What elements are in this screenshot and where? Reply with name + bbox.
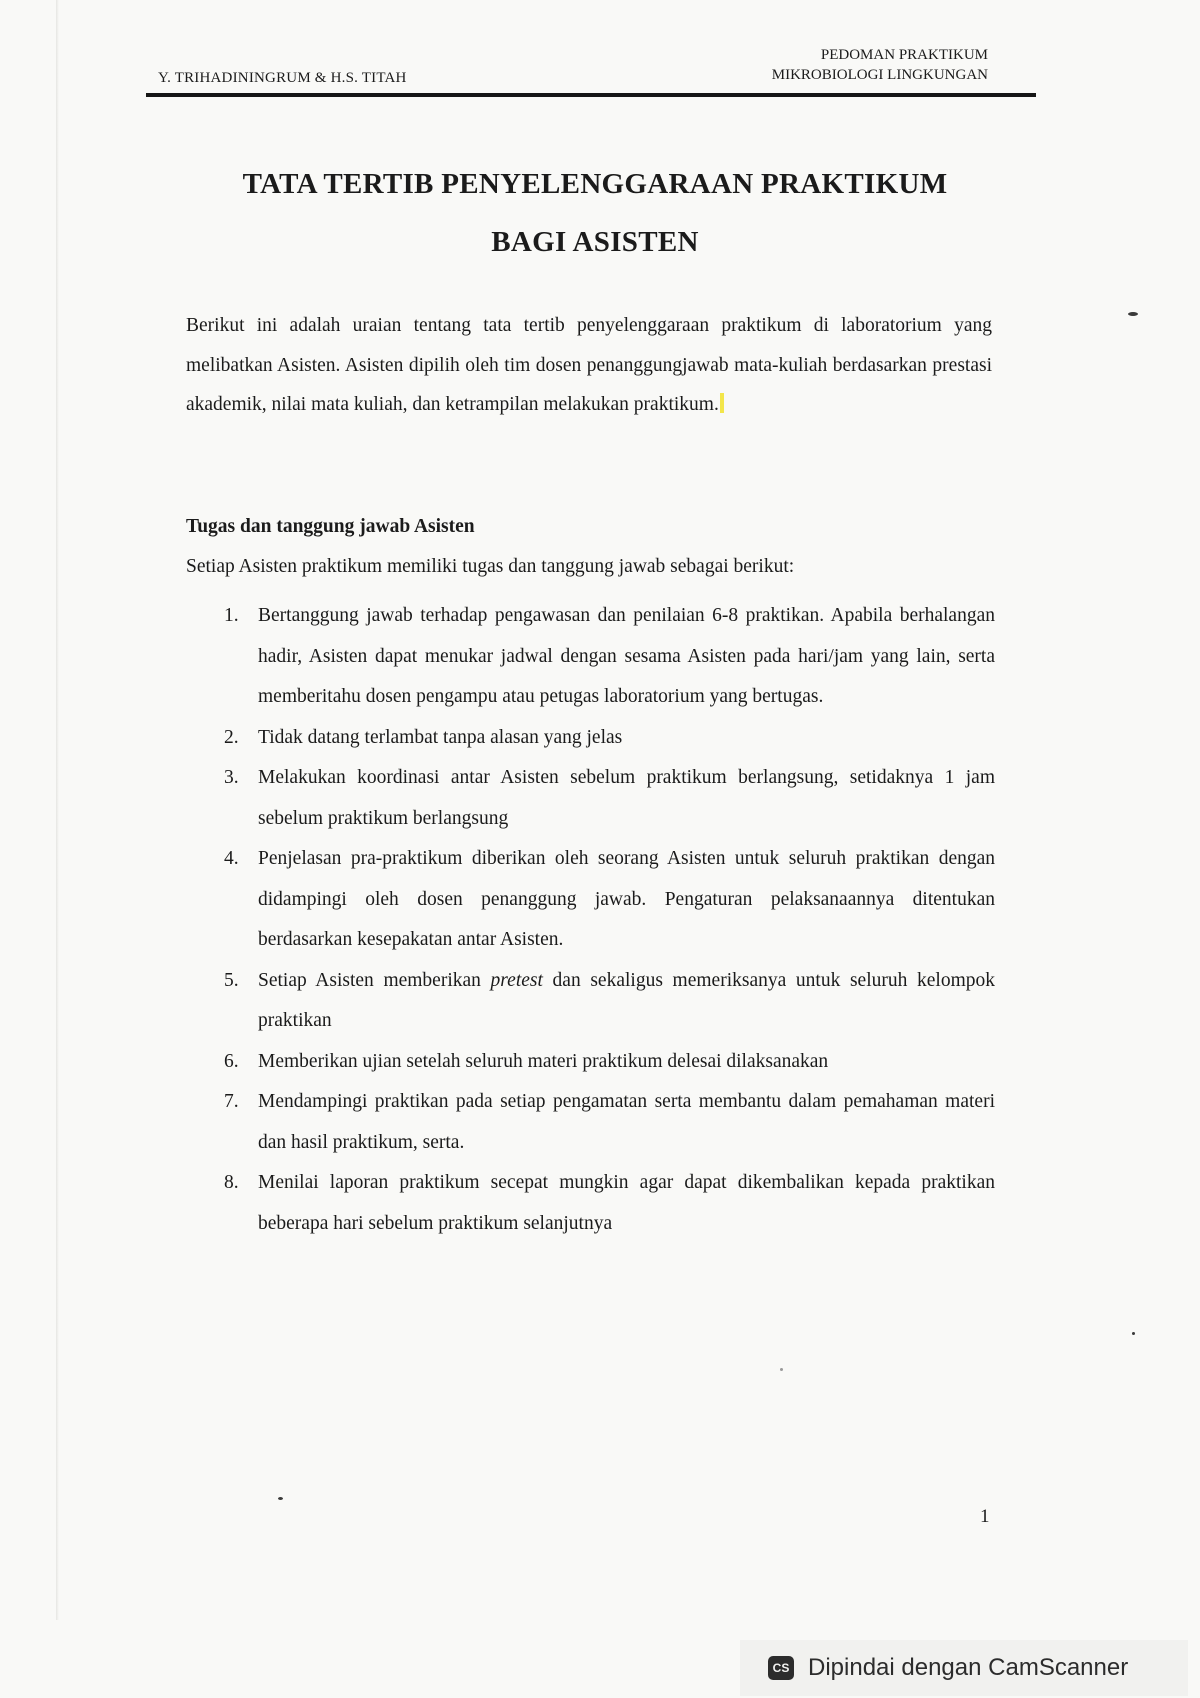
list-item <box>220 718 995 759</box>
list-item-number: 5. <box>224 969 239 991</box>
highlight-marker <box>720 393 724 413</box>
camscanner-logo-icon: CS <box>768 1656 794 1680</box>
list-item <box>220 1163 995 1244</box>
header-doc-line2: MIKROBIOLOGI LINGKUNGAN <box>771 67 988 83</box>
list-item-text: Melakukan koordinasi antar Asisten sebelum praktikum berlangsung, setidaknya 1 jam sebelum praktikum berlangsung <box>258 767 995 829</box>
list-item <box>220 1082 995 1163</box>
page-number: 1 <box>980 1506 990 1527</box>
list-item-italic-term: pretest <box>490 969 543 991</box>
list-item-number: 7. <box>224 1091 239 1112</box>
list-item <box>220 596 995 718</box>
list-item <box>220 758 995 839</box>
list-item-number: 4. <box>224 848 239 869</box>
list-item-number: 6. <box>224 1050 239 1072</box>
duties-list <box>220 596 995 1244</box>
list-item <box>220 1042 995 1083</box>
page-title <box>170 155 1020 271</box>
header-document-title <box>668 45 988 85</box>
section-lead: Setiap Asisten praktikum memiliki tugas dan tanggung jawab sebagai berikut: <box>186 556 795 577</box>
camscanner-text: Dipindai dengan CamScanner <box>808 1654 1129 1681</box>
list-item-text-after: dan sekaligus memeriksanya untuk seluruh kelompok praktikan <box>258 969 995 1031</box>
list-item-text: Mendampingi praktikan pada setiap pengamatan serta membantu dalam pemahaman materi dan hasil praktikum, serta. <box>258 1091 995 1153</box>
intro-text: Berikut ini adalah uraian tentang tata tertib penyelenggaraan praktikum di laboratorium yang melibatkan Asisten. Asisten dipilih oleh tim dosen penanggungjawab mata-kuliah berdasarkan prestasi akademik, nilai mata kuliah, dan ketrampilan melakukan praktikum. <box>186 315 992 415</box>
scan-speck <box>780 1368 783 1371</box>
section-heading: Tugas dan tanggung jawab Asisten <box>186 516 475 537</box>
list-item-text: Bertanggung jawab terhadap pengawasan dan penilaian 6-8 praktikan. Apabila berhalangan hadir, Asisten dapat menukar jadwal dengan sesama Asisten pada hari/jam yang lain, serta memberitahu dosen pengampu atau petugas laboratorium yang bertugas. <box>258 605 995 707</box>
list-item-text-before: Setiap Asisten memberikan <box>258 969 491 991</box>
camscanner-watermark <box>740 1640 1188 1696</box>
title-line1: TATA TERTIB PENYELENGGARAAN PRAKTIKUM <box>242 168 948 200</box>
list-item-number: 2. <box>224 726 239 748</box>
title-line2: BAGI ASISTEN <box>491 226 699 258</box>
list-item-number: 1. <box>224 605 239 626</box>
scan-speck <box>1132 1332 1135 1335</box>
scan-edge-shadow <box>56 0 59 1620</box>
scan-speck <box>1128 312 1138 316</box>
intro-paragraph <box>186 306 992 425</box>
list-item-text: Tidak datang terlambat tanpa alasan yang jelas <box>258 726 623 748</box>
header-doc-line1: PEDOMAN PRAKTIKUM <box>820 47 988 63</box>
list-item-number: 8. <box>224 1172 239 1193</box>
list-item-number: 3. <box>224 767 239 788</box>
list-item-text: Penjelasan pra-praktikum diberikan oleh seorang Asisten untuk seluruh praktikan dengan didampingi oleh dosen penanggung jawab. Pengaturan pelaksanaannya ditentukan berdasarkan kesepakatan antar Asisten. <box>258 848 995 950</box>
scan-speck <box>278 1497 283 1500</box>
header-author: Y. TRIHADININGRUM & H.S. TITAH <box>158 70 407 86</box>
list-item-text: Menilai laporan praktikum secepat mungkin agar dapat dikembalikan kepada praktikan beberapa hari sebelum praktikum selanjutnya <box>258 1172 995 1234</box>
header-divider <box>146 93 1036 97</box>
list-item <box>220 961 995 1042</box>
list-item-text: Memberikan ujian setelah seluruh materi praktikum delesai dilaksanakan <box>258 1050 829 1072</box>
list-item <box>220 839 995 961</box>
